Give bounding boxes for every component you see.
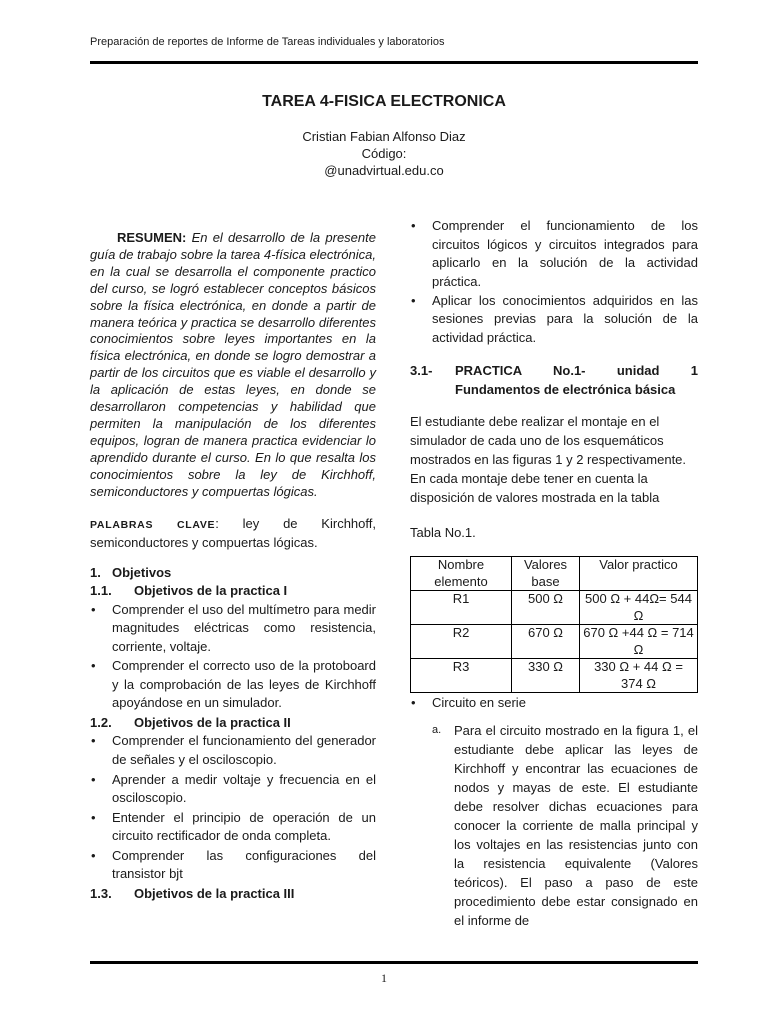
subsection-practica-1 bbox=[90, 582, 376, 601]
list-item: • Entender el principio de operación de un circuito rectificador de onda completa. bbox=[90, 809, 376, 846]
subsection-title: Objetivos de la practica II bbox=[134, 714, 291, 730]
running-header: Preparación de reportes de Informe de Tareas individuales y laboratorios bbox=[90, 36, 445, 48]
table-header-cell: Nombre elemento bbox=[411, 557, 512, 591]
circuit-list bbox=[410, 694, 698, 713]
table-cell: 670 Ω +44 Ω = 714 Ω bbox=[580, 625, 698, 659]
footer-rule bbox=[90, 961, 698, 964]
table-row bbox=[411, 659, 698, 693]
abstract-text: En el desarrollo de la presente guía de trabajo sobre la tarea 4-física electrónica, en la cual se desarrolla el componente practico del curso, se logró establecer conceptos básicos sobre la física electrónica, en donde a partir de manera teórica y practica se desarrollo diferentes conocimientos sobre leyes importantes en la física electrónica, en donde se logro demostrar a partir de los circuitos que es viable el desarrollo y la aplicación de estas leyes, en donde se desarrollaron competencias y habilidad que permiten la manipulación de los diferentes equipos, logran de manera practica evidenciar lo aprendido durante el curso. En lo que resalta los conocimientos sobre la ley de Kirchhoff, semiconductores y compuertas lógicas. bbox=[90, 230, 376, 499]
subsection-practica-3 bbox=[90, 885, 376, 904]
document-title: TAREA 4-FISICA ELECTRONICA bbox=[262, 93, 506, 110]
left-column bbox=[90, 230, 376, 904]
header-rule bbox=[90, 61, 698, 64]
subsection-title: Objetivos de la practica III bbox=[134, 886, 295, 902]
subsection-number: 1.2. bbox=[90, 714, 112, 730]
table-cell: R2 bbox=[411, 625, 512, 659]
keywords-text: : ley de Kirchhoff, semiconductores y compuertas lógicas. bbox=[90, 515, 376, 550]
right-column bbox=[410, 217, 698, 930]
table-cell: 670 Ω bbox=[512, 625, 580, 659]
author-email: @unadvirtual.edu.co bbox=[324, 163, 444, 178]
section-number: 3.1- bbox=[410, 363, 433, 378]
sub-item-text: Para el circuito mostrado en la figura 1, el estudiante debe aplicar las leyes de Kirchhoff y encontrar las ecuaciones de nodos y mayas de este. El estudiante debe resolver dichas ecuaciones para conocer la corriente de malla principal y los voltajes en las resistencias junto con la resistencia equivalente (Valores teóricos). El paso a paso de este procedimiento debe estar consignado en el informe de bbox=[454, 722, 698, 928]
section-objectives bbox=[90, 564, 376, 583]
table-cell: 330 Ω bbox=[512, 659, 580, 693]
table-cell: 330 Ω + 44 Ω = 374 Ω bbox=[580, 659, 698, 693]
list-item: • Comprender el funcionamiento de los circuitos lógicos y circuitos integrados para aplicarlo en la solución de la actividad práctica. bbox=[410, 217, 698, 291]
sub-item-a bbox=[410, 721, 698, 930]
table-header-cell: Valores base bbox=[512, 557, 580, 591]
list-item: • Circuito en serie bbox=[410, 694, 698, 713]
section-number: 1. bbox=[90, 564, 101, 580]
list-item: • Aplicar los conocimientos adquiridos en las sesiones previas para la solución de la actividad práctica. bbox=[410, 292, 698, 348]
table-header-cell: Valor practico bbox=[580, 557, 698, 591]
practica-2-list bbox=[90, 732, 376, 884]
abstract bbox=[90, 230, 376, 501]
page-number: 1 bbox=[381, 971, 387, 985]
keywords-label: PALABRAS CLAVE bbox=[90, 518, 216, 531]
practica-intro: El estudiante debe realizar el montaje en el simulador de cada uno de los esquemáticos mostrados en las figuras 1 y 2 respectivamente. En cada montaje debe tener en cuenta la disposición de valores mostrada en la tabla bbox=[410, 414, 687, 505]
table-cell: 500 Ω bbox=[512, 591, 580, 625]
list-item: • Comprender las configuraciones del transistor bjt bbox=[90, 847, 376, 884]
author-code: Código: bbox=[361, 146, 407, 161]
sub-item-marker: a. bbox=[432, 723, 442, 736]
subsection-number: 1.1. bbox=[90, 583, 112, 598]
values-table bbox=[410, 556, 698, 693]
author-name: Cristian Fabian Alfonso Diaz bbox=[302, 129, 466, 144]
subsection-number: 1.3. bbox=[90, 886, 112, 902]
table-row bbox=[411, 591, 698, 625]
practica-3-list bbox=[410, 217, 698, 347]
list-item: • Aprender a medir voltaje y frecuencia en el osciloscopio. bbox=[90, 771, 376, 808]
list-item: • Comprender el uso del multímetro para medir magnitudes eléctricas como resistencia, corriente, voltaje. bbox=[90, 601, 376, 657]
section-practica-1 bbox=[410, 361, 698, 399]
subsection-practica-2 bbox=[90, 714, 376, 733]
section-title: Objetivos bbox=[112, 564, 172, 580]
list-item: • Comprender el correcto uso de la protoboard y la comprobación de las leyes de Kirchhoff apoyándose en un simulador. bbox=[90, 657, 376, 713]
abstract-label: RESUMEN: bbox=[117, 230, 187, 245]
practica-1-list bbox=[90, 601, 376, 713]
table-cell: R1 bbox=[411, 591, 512, 625]
table-caption: Tabla No.1. bbox=[410, 525, 476, 540]
keywords bbox=[90, 515, 376, 551]
list-item: • Comprender el funcionamiento del generador de señales y el osciloscopio. bbox=[90, 732, 376, 769]
table-cell: R3 bbox=[411, 659, 512, 693]
table-row bbox=[411, 625, 698, 659]
table-header-row bbox=[411, 557, 698, 591]
subsection-title: Objetivos de la practica I bbox=[134, 583, 288, 598]
section-title: PRACTICA No.1- unidad 1 Fundamentos de electrónica básica bbox=[455, 363, 698, 397]
table-cell: 500 Ω + 44Ω= 544 Ω bbox=[580, 591, 698, 625]
